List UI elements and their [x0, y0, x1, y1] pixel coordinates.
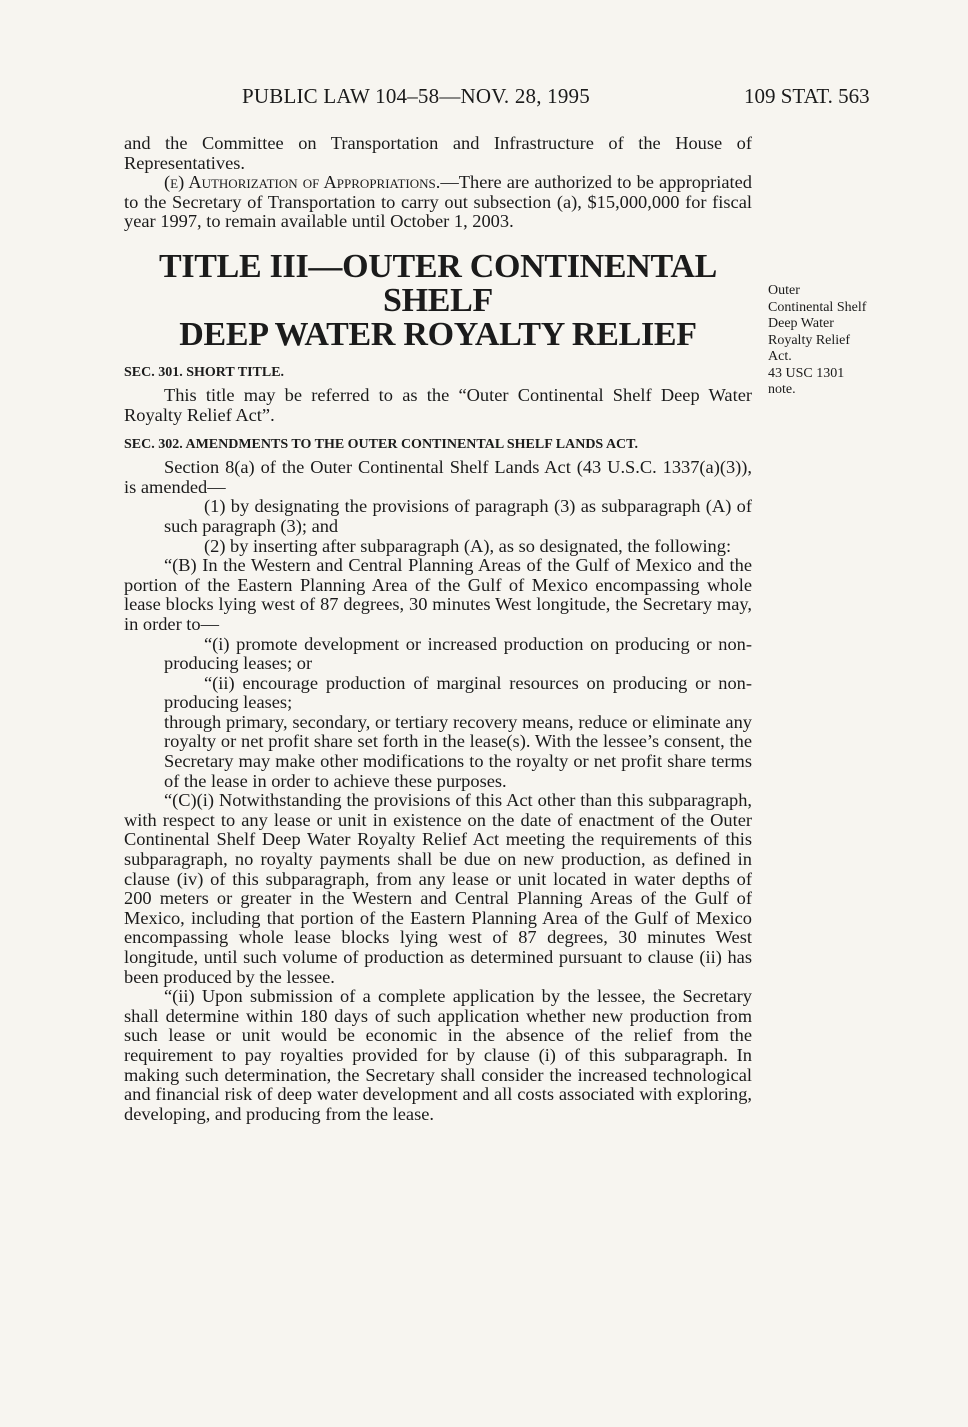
paragraph-c-ii: “(ii) Upon submission of a complete application by the lessee, the Secretary shall determine within 180 days of such application whether new production from such lease or unit would be economic in the absence of the relief from the requirement to pay royalties provided for by clause (i) of this subparagraph. In making such determination, the Secretary shall consider the increased technological and financial risk of deep water development and all costs associated with exploring, developing, and producing from the lease. — [124, 986, 752, 1124]
paragraph-clause-i: “(i) promote development or increased production on producing or non-producing leases; or — [164, 633, 752, 674]
margin-note-line: 43 USC 1301 — [768, 365, 845, 381]
margin-note-line: Outer — [768, 283, 800, 298]
margin-note-line: Continental Shelf — [768, 299, 867, 315]
title-line-1: TITLE III—OUTER CONTINENTAL SHELF — [158, 247, 718, 319]
title-line-2: DEEP WATER ROYALTY RELIEF — [179, 315, 697, 353]
margin-note — [768, 283, 908, 399]
paragraph-amended: Section 8(a) of the Outer Continental Shelf Lands Act (43 U.S.C. 1337(a)(3)), is amended— — [124, 457, 752, 497]
margin-note-line: Royalty Relief — [768, 332, 851, 348]
paragraph-authorization — [124, 173, 752, 232]
paragraph-item-2: (2) by inserting after subparagraph (A), as so designated, the following: — [204, 535, 732, 556]
title-heading — [124, 247, 752, 353]
body-text — [124, 134, 752, 1124]
section-301-heading: SEC. 301. SHORT TITLE. — [124, 364, 285, 380]
running-header: PUBLIC LAW 104–58—NOV. 28, 1995 — [242, 84, 590, 108]
paragraph-c-i: “(C)(i) Notwithstanding the provisions of this Act other than this subparagraph, with respect to any lease or unit in existence on the date of enactment of the Outer Continental Shelf Deep Water Royalty Relief Act meeting the requirements of this subparagraph, no royalty payments shall be due on new production, as defined in clause (iv) of this subparagraph, from any lease or unit located in water depths of 200 meters or greater in the Western and Central Planning Areas of the Gulf of Mexico, including that portion of the Eastern Planning Area of the Gulf of Mexico encompassing whole lease blocks lying west of 87 degrees, 30 minutes West longitude, until such volume of production as determined pursuant to clause (ii) has been produced by the lessee. — [124, 790, 752, 987]
margin-note-line: Act. — [768, 349, 792, 364]
paragraph-item-1: (1) by designating the provisions of paragraph (3) as subparagraph (A) of such paragraph (3); and — [164, 496, 752, 536]
paragraph-b: “(B) In the Western and Central Planning Areas of the Gulf of Mexico and the portion of the Eastern Planning Area of the Gulf of Mexico encompassing whole lease blocks lying west of 87 degrees, 30 minutes West longitude, the Secretary may, in order to— — [124, 555, 752, 634]
page-number: 109 STAT. 563 — [744, 84, 870, 108]
section-302-heading: SEC. 302. AMENDMENTS TO THE OUTER CONTINENTAL SHELF LANDS ACT. — [124, 437, 638, 453]
margin-note-line: Deep Water — [768, 316, 834, 331]
margin-note-line: note. — [768, 382, 796, 397]
paragraph-recovery: through primary, secondary, or tertiary recovery means, reduce or eliminate any royalty or net profit share set forth in the lease(s). With the lessee’s consent, the Secretary may make other modifications to the royalty or net profit share terms of the lease in order to achieve these purposes. — [164, 711, 752, 791]
paragraph-continuation: and the Committee on Transportation and Infrastructure of the House of Representatives. — [124, 133, 752, 173]
subsection-text: —There are authorized to be appropriated to the Secretary of Transportation to carry out subsection (a), $15,000,000 for fiscal year 1997, to remain available until October 1, 2003. — [124, 172, 752, 232]
subsection-heading: (e) Authorization of Appropriations. — [164, 172, 441, 193]
paragraph-clause-ii: “(ii) encourage production of marginal resources on producing or non-producing leases; — [164, 672, 752, 713]
paragraph-short-title: This title may be referred to as the “Outer Continental Shelf Deep Water Royalty Relief Act”. — [124, 384, 752, 425]
